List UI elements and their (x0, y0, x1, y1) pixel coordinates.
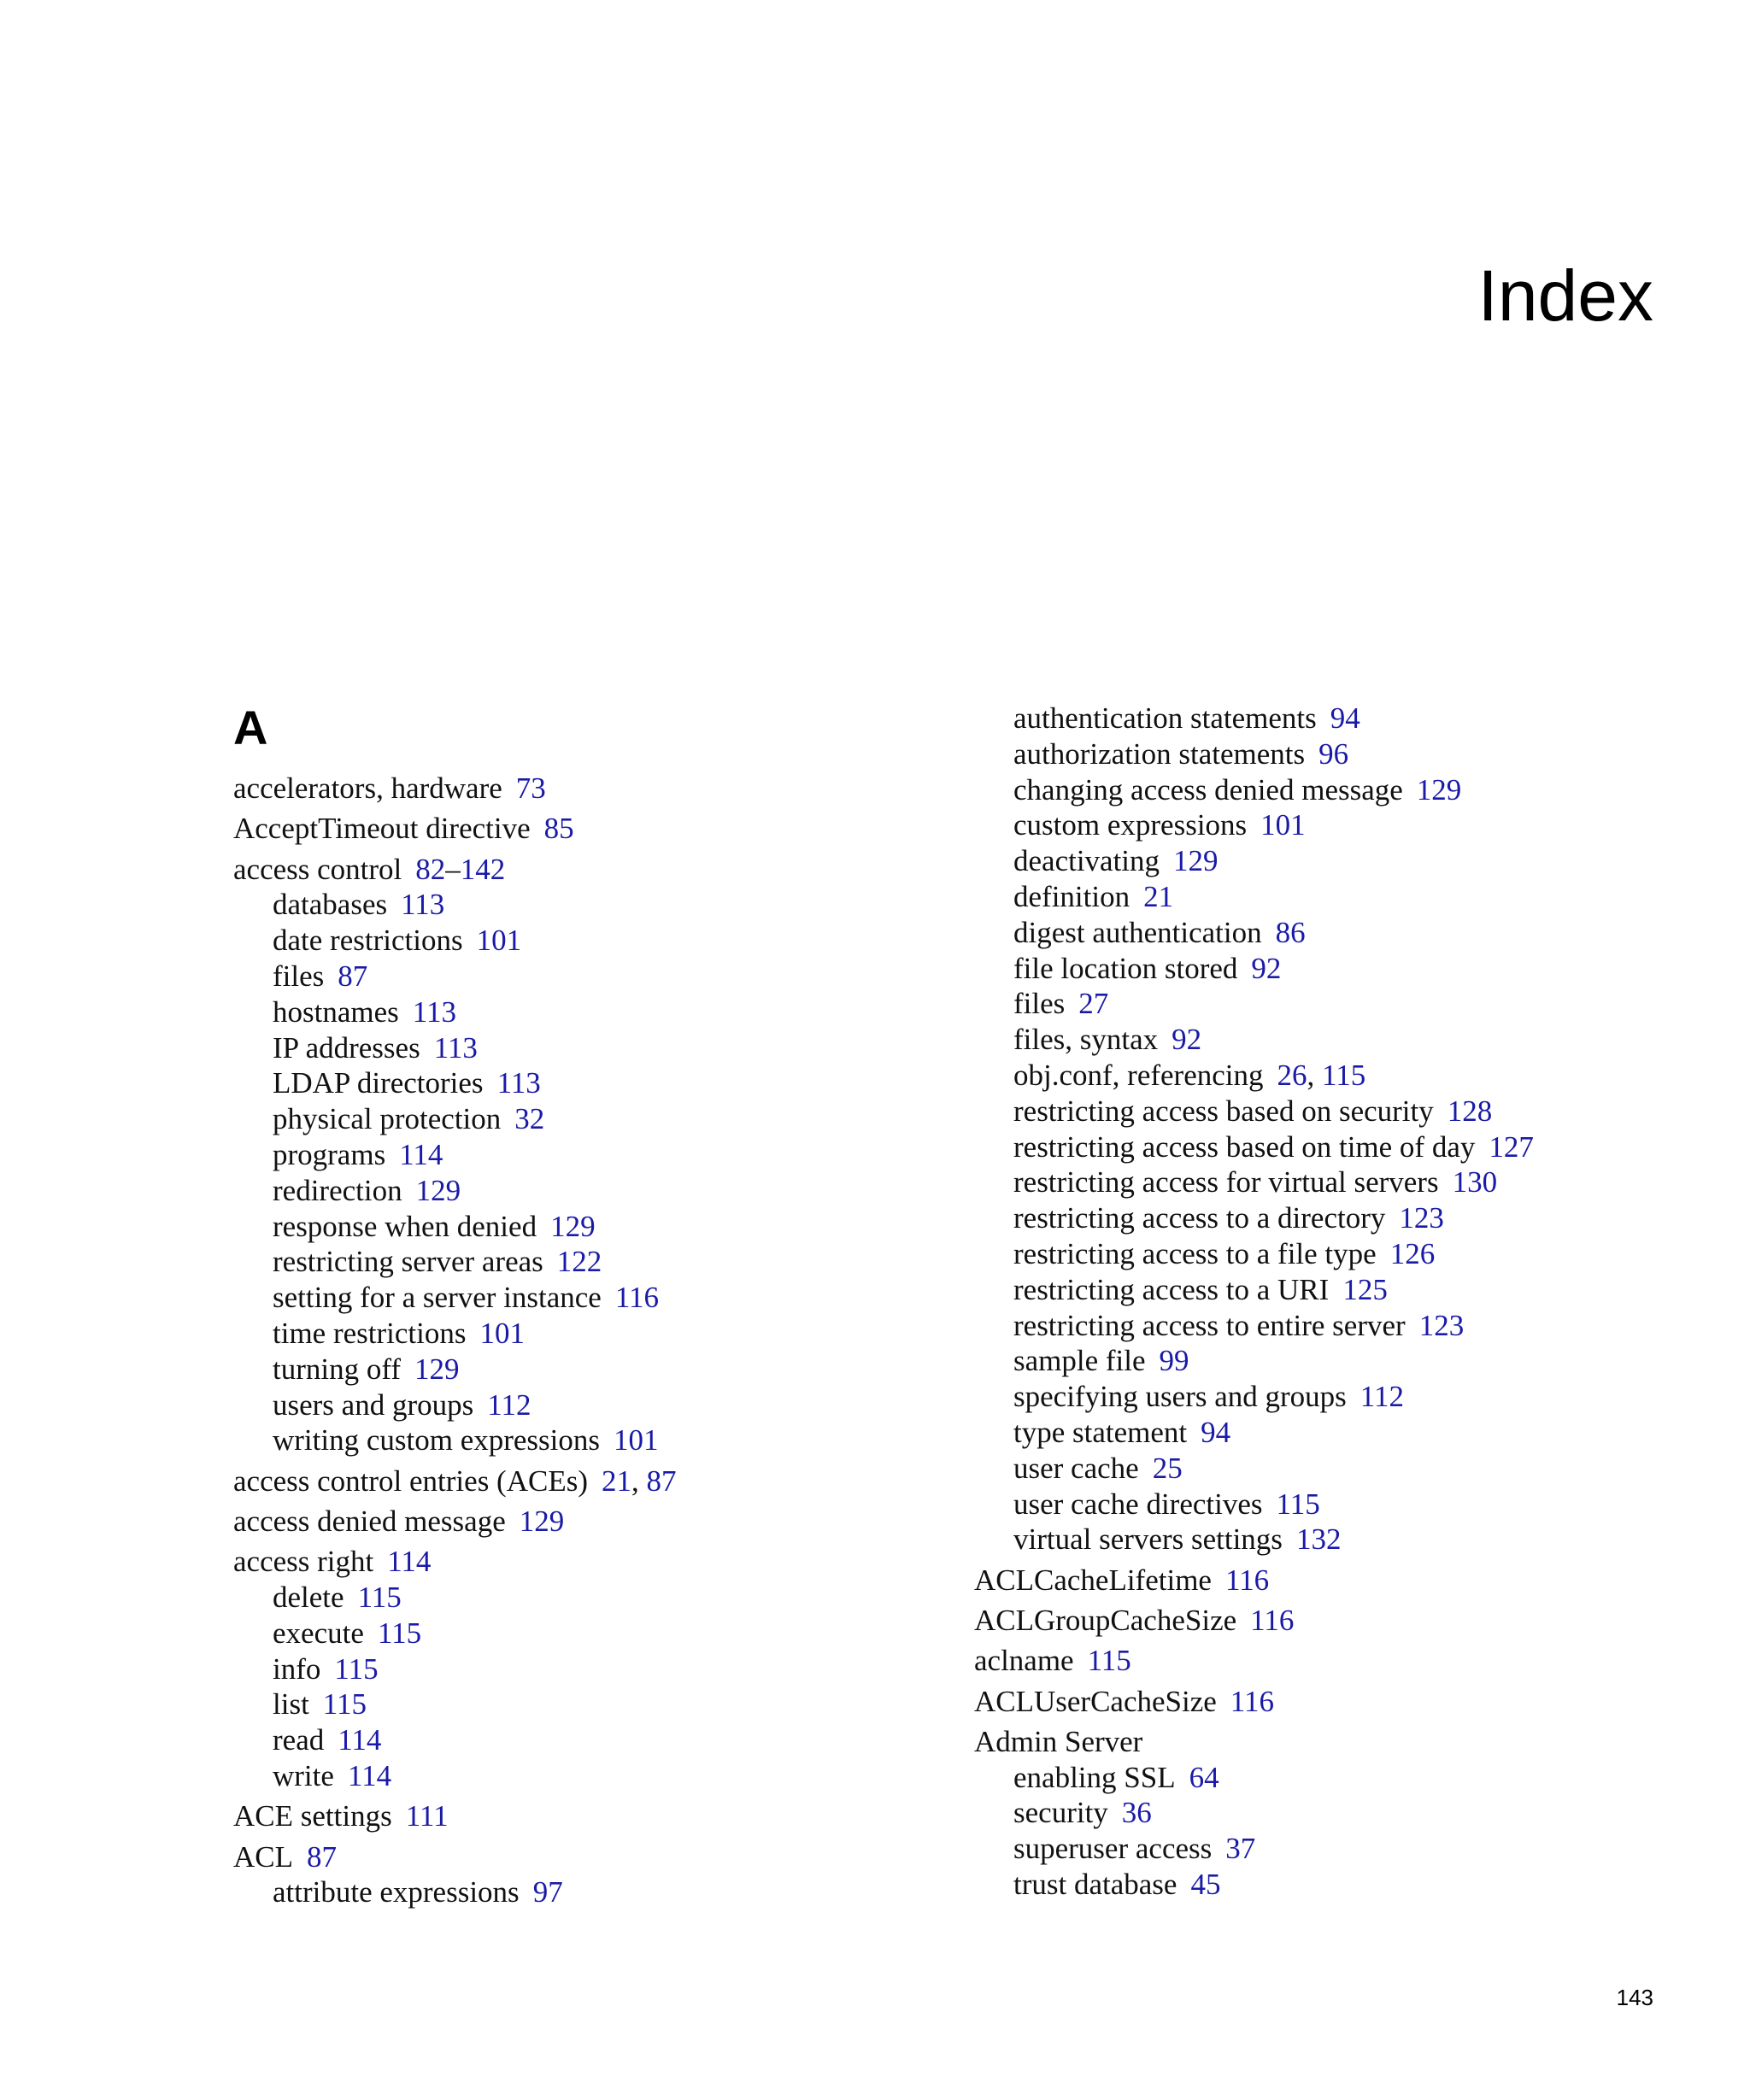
page-references (1260, 808, 1306, 842)
page-link[interactable]: 132 (1295, 1522, 1342, 1557)
index-column-left (233, 690, 985, 1910)
index-subentry (974, 1200, 1726, 1236)
page-link[interactable]: 101 (479, 1316, 525, 1350)
page-references (516, 771, 546, 805)
page-link[interactable]: 25 (1152, 1451, 1183, 1485)
page-link[interactable]: 126 (1389, 1236, 1436, 1270)
page-link[interactable]: 123 (1399, 1201, 1444, 1235)
page-link[interactable]: 122 (556, 1245, 602, 1279)
page-link[interactable]: 113 (412, 994, 456, 1029)
page-references (338, 959, 367, 993)
index-term: ACLGroupCacheSize (974, 1603, 1237, 1637)
page-link[interactable]: 37 (1225, 1832, 1256, 1866)
section-heading-a: A (233, 701, 268, 754)
page-references (1088, 1644, 1131, 1677)
index-term: access control entries (ACEs) (233, 1464, 588, 1498)
index-subentry (974, 701, 1726, 736)
index-term: sample file (1013, 1344, 1146, 1378)
index-term: writing custom expressions (273, 1423, 601, 1458)
page-references (334, 1652, 378, 1686)
page-link[interactable]: 92 (1172, 1023, 1202, 1057)
index-term: ACLCacheLifetime (974, 1563, 1212, 1597)
index-subentry (233, 1137, 985, 1173)
page-link[interactable]: 45 (1190, 1868, 1221, 1901)
page-references (307, 1840, 337, 1874)
index-subentry (974, 807, 1726, 843)
page-references (1250, 1604, 1294, 1637)
page-link[interactable]: 115 (322, 1687, 367, 1722)
page-references (1417, 773, 1462, 807)
page-references (477, 924, 522, 957)
index-subentry (233, 1758, 985, 1794)
page-link[interactable]: 85 (543, 812, 574, 846)
page-link[interactable]: 96 (1318, 736, 1349, 771)
index-term: type statement (1013, 1415, 1188, 1449)
index-term: list (273, 1687, 309, 1722)
index-subentry (974, 1451, 1726, 1487)
page-references (1330, 701, 1360, 735)
page-references (487, 1388, 531, 1422)
page-references (1360, 1380, 1404, 1413)
index-subentry (974, 1164, 1726, 1200)
page-references (1122, 1796, 1152, 1829)
page-link[interactable]: 129 (1173, 844, 1219, 878)
index-term: user cache directives (1013, 1487, 1263, 1521)
index-term: access right (233, 1545, 374, 1579)
page-references (434, 1031, 478, 1065)
index-subentry (974, 736, 1726, 772)
page-link[interactable]: 116 (1250, 1603, 1295, 1637)
index-term: accelerators, hardware (233, 771, 502, 805)
index-entry (233, 771, 985, 807)
index-term: restricting access for virtual servers (1013, 1165, 1439, 1200)
page-link[interactable]: 114 (338, 1723, 382, 1757)
index-term: authentication statements (1013, 701, 1317, 735)
index-subentry (233, 1422, 985, 1458)
index-term: deactivating (1013, 844, 1160, 878)
index-term: read (273, 1723, 325, 1757)
page-references (514, 1102, 544, 1135)
page-link[interactable]: 142 (460, 852, 506, 886)
index-term: files (1013, 987, 1066, 1021)
page-references (1276, 916, 1306, 949)
page-link[interactable]: 87 (307, 1839, 337, 1874)
page-link[interactable]: 114 (387, 1545, 432, 1579)
index-term: date restrictions (273, 924, 463, 958)
page-link[interactable]: 21 (602, 1464, 631, 1498)
page-references (1189, 1761, 1219, 1794)
index-subentry (974, 879, 1726, 915)
index-entry (974, 1643, 1726, 1679)
page-references (544, 812, 574, 845)
page-separator: , (631, 1464, 647, 1498)
index-subentry (233, 923, 985, 959)
page-references (615, 1281, 659, 1314)
page-title: Index (1477, 255, 1653, 336)
page-link[interactable]: 111 (405, 1799, 449, 1833)
page-link[interactable]: 116 (614, 1281, 660, 1315)
page-references (1190, 1868, 1220, 1901)
index-entry (974, 1724, 1726, 1760)
index-term: hostnames (273, 994, 399, 1029)
index-subentry (974, 1308, 1726, 1344)
page-link[interactable]: 129 (414, 1352, 460, 1386)
page-link[interactable]: 99 (1159, 1344, 1189, 1378)
page-link[interactable]: 112 (1359, 1380, 1404, 1414)
index-term: response when denied (273, 1209, 537, 1243)
index-subentry (233, 1580, 985, 1616)
page-link[interactable]: 113 (433, 1030, 478, 1065)
index-entry (233, 1839, 985, 1875)
page-link[interactable]: 73 (515, 771, 546, 805)
page-link[interactable]: 86 (1275, 915, 1306, 949)
index-entry (974, 1603, 1726, 1639)
page-references (1277, 1059, 1366, 1092)
page-references (1318, 737, 1348, 771)
index-entry (974, 1684, 1726, 1720)
page-references (550, 1210, 596, 1243)
page-references (406, 1799, 449, 1833)
index-subentry (233, 1352, 985, 1387)
index-subentry (233, 959, 985, 994)
page-link[interactable]: 115 (334, 1651, 379, 1686)
index-subentry (233, 1101, 985, 1137)
page-link[interactable]: 129 (519, 1504, 565, 1538)
page-link[interactable]: 114 (399, 1137, 443, 1171)
page-references (1160, 1344, 1189, 1377)
page-references (338, 1723, 381, 1757)
index-subentry (233, 1616, 985, 1651)
index-subentry (974, 915, 1726, 951)
page-references (1342, 1273, 1388, 1306)
index-subentry (974, 1522, 1726, 1557)
index-entry (974, 1563, 1726, 1598)
index-term: definition (1013, 879, 1130, 913)
page-link[interactable]: 115 (357, 1581, 402, 1615)
page-references (1296, 1522, 1342, 1556)
index-term: user cache (1013, 1451, 1139, 1485)
index-term: restricting server areas (273, 1245, 543, 1279)
page-references (1390, 1237, 1436, 1270)
page-link[interactable]: 97 (532, 1875, 563, 1909)
index-subentry (974, 1236, 1726, 1272)
page-link[interactable]: 101 (614, 1423, 659, 1458)
page-link[interactable]: 128 (1447, 1094, 1493, 1128)
page-references (479, 1317, 525, 1350)
page-references (387, 1545, 431, 1578)
index-term: superuser access (1013, 1832, 1213, 1866)
index-subentry (974, 1272, 1726, 1308)
page-link[interactable]: 129 (550, 1209, 596, 1243)
index-term: restricting access to a URI (1013, 1272, 1330, 1306)
page-references (1143, 880, 1173, 913)
index-subentry (974, 1487, 1726, 1522)
page-link[interactable]: 36 (1121, 1796, 1152, 1830)
page-references (1225, 1832, 1255, 1865)
index-term: file location stored (1013, 951, 1238, 985)
page-link[interactable]: 113 (496, 1066, 541, 1100)
page-references (1078, 987, 1108, 1020)
page-references (1251, 952, 1281, 985)
index-term: changing access denied message (1013, 772, 1403, 807)
page-link[interactable]: 115 (377, 1616, 422, 1650)
index-entry (233, 1798, 985, 1834)
index-term: restricting access to entire server (1013, 1308, 1406, 1342)
index-entry (233, 1464, 985, 1499)
index-subentry (233, 1244, 985, 1280)
page-references (416, 1174, 461, 1207)
index-term: redirection (273, 1173, 402, 1207)
index-subentry (233, 1874, 985, 1910)
index-term: restricting access based on security (1013, 1094, 1434, 1128)
index-term: custom expressions (1013, 808, 1248, 842)
page-link[interactable]: 114 (347, 1759, 392, 1793)
page-link[interactable]: 32 (514, 1102, 545, 1136)
page-references (414, 1352, 460, 1386)
page-references (1201, 1416, 1230, 1449)
index-subentry (233, 1387, 985, 1423)
index-term: physical protection (273, 1102, 502, 1136)
page-references (1153, 1452, 1183, 1485)
page-references (1230, 1685, 1274, 1718)
index-term: security (1013, 1796, 1108, 1830)
page-link[interactable]: 125 (1342, 1272, 1388, 1306)
page-references (1172, 1023, 1201, 1056)
page-link[interactable]: 115 (1276, 1487, 1320, 1521)
page-references (1173, 844, 1219, 877)
page-link[interactable]: 101 (476, 924, 522, 958)
index-term: authorization statements (1013, 736, 1306, 771)
page-references (1419, 1309, 1465, 1342)
page-link[interactable]: 64 (1189, 1760, 1219, 1794)
page-references (1453, 1165, 1498, 1199)
index-subentry (974, 1343, 1726, 1379)
index-term: restricting access to a file type (1013, 1236, 1377, 1270)
index-term: ACLUserCacheSize (974, 1684, 1217, 1718)
page-link[interactable]: 123 (1418, 1308, 1465, 1342)
page-references (602, 1464, 677, 1498)
index-term: aclname (974, 1644, 1074, 1678)
page-references (520, 1505, 565, 1538)
page-link[interactable]: 27 (1078, 987, 1109, 1021)
index-term: ACL (233, 1839, 293, 1874)
page-link[interactable]: 82 (415, 852, 446, 886)
page-references (415, 853, 505, 886)
page-link[interactable]: 92 (1251, 951, 1282, 985)
index-term: AcceptTimeout directive (233, 812, 531, 846)
index-term: programs (273, 1137, 386, 1171)
index-term: info (273, 1651, 321, 1686)
index-term: virtual servers settings (1013, 1522, 1283, 1557)
index-subentry (974, 1094, 1726, 1129)
page-number: 143 (1616, 1985, 1653, 2010)
page-references (1399, 1201, 1444, 1235)
index-subentry (974, 1760, 1726, 1796)
page-link[interactable]: 127 (1489, 1129, 1534, 1164)
page-link[interactable]: 94 (1201, 1415, 1231, 1449)
page-link[interactable]: 87 (338, 959, 368, 993)
index-term: attribute expressions (273, 1875, 520, 1909)
page-references (378, 1616, 421, 1650)
index-subentry (974, 1831, 1726, 1867)
index-entry (233, 1504, 985, 1540)
page-separator: , (1307, 1058, 1322, 1092)
page-references (533, 1875, 563, 1909)
index-term: IP addresses (273, 1030, 420, 1065)
index-subentry (233, 1722, 985, 1758)
page-references (348, 1759, 391, 1792)
index-subentry (974, 1022, 1726, 1058)
index-term: LDAP directories (273, 1066, 484, 1100)
page-link[interactable]: 115 (1087, 1644, 1131, 1678)
index-entry (233, 852, 985, 888)
page-references (1225, 1563, 1269, 1597)
index-term: restricting access to a directory (1013, 1201, 1386, 1235)
index-term: delete (273, 1581, 344, 1615)
page-references (557, 1245, 602, 1278)
page-link[interactable]: 21 (1143, 879, 1174, 913)
index-entry (233, 1544, 985, 1580)
page-references (358, 1581, 402, 1614)
index-subentry (974, 1795, 1726, 1831)
page-link[interactable]: 87 (646, 1464, 677, 1498)
index-entry-list (233, 771, 985, 1910)
page-link[interactable]: 129 (1416, 772, 1462, 807)
page-link[interactable]: 130 (1452, 1165, 1498, 1200)
index-term: files (273, 959, 325, 993)
page-references (323, 1687, 367, 1721)
index-subentry (233, 1173, 985, 1209)
index-entry-list (974, 701, 1726, 1903)
page-link[interactable]: 115 (1322, 1058, 1366, 1092)
page-references (413, 995, 456, 1029)
index-term: trust database (1013, 1868, 1177, 1901)
page-link[interactable]: 113 (401, 888, 445, 922)
index-column-right (974, 701, 1726, 1903)
page-references (401, 888, 444, 921)
index-subentry (974, 1379, 1726, 1415)
index-subentry (974, 951, 1726, 987)
index-subentry (233, 1280, 985, 1316)
index-subentry (233, 1686, 985, 1722)
index-term: ACE settings (233, 1799, 392, 1833)
index-subentry (974, 1129, 1726, 1165)
index-term: setting for a server instance (273, 1281, 602, 1315)
index-subentry (974, 986, 1726, 1022)
page-references (1489, 1130, 1534, 1164)
index-term: enabling SSL (1013, 1760, 1176, 1794)
page-references (497, 1066, 541, 1100)
page-references (1448, 1094, 1493, 1128)
page-references (614, 1423, 659, 1457)
index-term: time restrictions (273, 1316, 467, 1350)
page-references (1277, 1487, 1320, 1521)
index-term: write (273, 1759, 334, 1793)
index-term: access control (233, 852, 402, 886)
page-link[interactable]: 101 (1260, 808, 1306, 842)
page-link[interactable]: 112 (487, 1387, 531, 1422)
index-subentry (233, 1651, 985, 1687)
index-subentry (233, 1316, 985, 1352)
page-link[interactable]: 116 (1230, 1684, 1274, 1718)
index-subentry (974, 843, 1726, 879)
index-term: specifying users and groups (1013, 1380, 1347, 1414)
index-subentry (974, 1867, 1726, 1903)
index-subentry (233, 887, 985, 923)
index-subentry (233, 1209, 985, 1245)
index-term: access denied message (233, 1504, 506, 1538)
page-separator: – (445, 852, 461, 886)
index-term: digest authentication (1013, 915, 1262, 949)
index-term: restricting access based on time of day (1013, 1129, 1476, 1164)
index-term: obj.conf, referencing (1013, 1058, 1264, 1092)
index-subentry (233, 994, 985, 1030)
index-term: turning off (273, 1352, 402, 1386)
index-term: databases (273, 888, 388, 922)
index-subentry (974, 1415, 1726, 1451)
index-entry (233, 811, 985, 847)
index-subentry (233, 1030, 985, 1066)
index-term: execute (273, 1616, 364, 1650)
index-term: files, syntax (1013, 1023, 1159, 1057)
index-subentry (974, 772, 1726, 808)
index-subentry (233, 1065, 985, 1101)
page-link[interactable]: 26 (1277, 1058, 1307, 1092)
index-term: users and groups (273, 1387, 474, 1422)
page-link[interactable]: 116 (1224, 1563, 1270, 1597)
page-link[interactable]: 94 (1330, 701, 1360, 735)
page-link[interactable]: 129 (415, 1173, 461, 1207)
index-term: Admin Server (974, 1724, 1143, 1758)
index-subentry (974, 1058, 1726, 1094)
page-references (399, 1138, 443, 1171)
